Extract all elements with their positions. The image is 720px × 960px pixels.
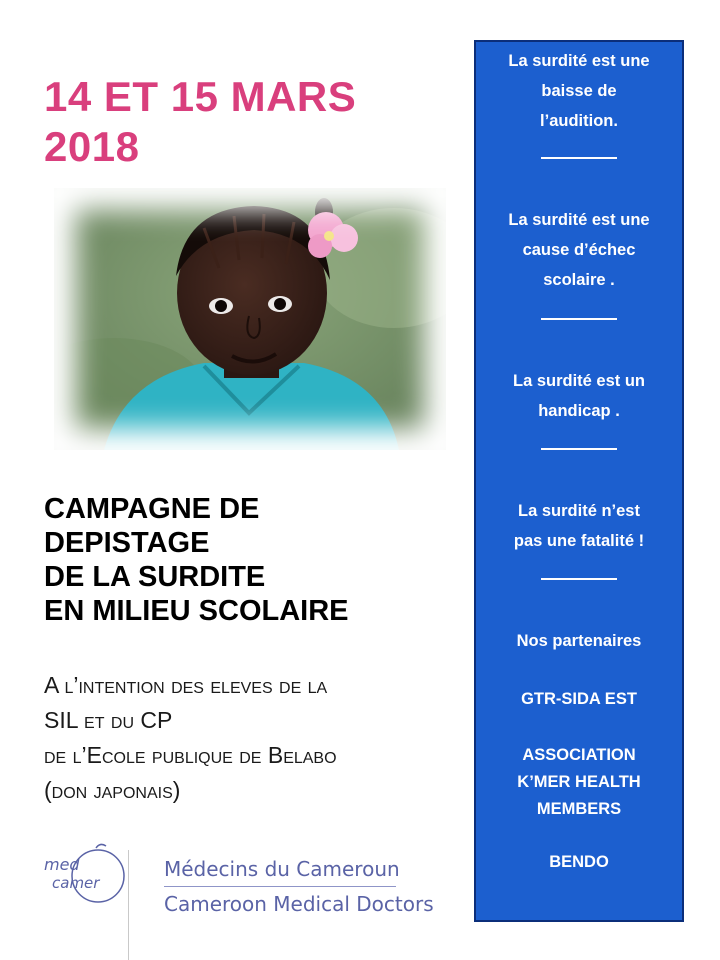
audience-line: A l’intention des eleves de la — [44, 672, 328, 698]
campaign-date — [44, 72, 444, 172]
fact-line: scolaire . — [543, 271, 615, 289]
fact-1 — [476, 46, 682, 136]
child-photo — [54, 188, 446, 450]
date-line: 14 ET 15 MARS — [44, 73, 357, 120]
fact-line: baisse de — [541, 82, 617, 100]
partner-line: GTR-SIDA EST — [521, 690, 637, 708]
campaign-line: DE LA SURDITE — [44, 561, 266, 593]
audience-line: (don japonais) — [44, 777, 181, 803]
org-name-en: Cameroon Medical Doctors — [164, 892, 434, 916]
fact-2 — [476, 205, 682, 295]
partners-title: Nos partenaires — [516, 632, 642, 650]
fact-line: cause d’échec — [522, 241, 636, 259]
fact-3 — [476, 366, 682, 426]
partner-2 — [476, 742, 682, 823]
separator — [541, 578, 617, 580]
audience-line: de l’Ecole publique de Belabo — [44, 742, 337, 768]
campaign-line: EN MILIEU SCOLAIRE — [44, 595, 349, 627]
facts-sidebar — [474, 40, 684, 922]
partner-line: K’MER HEALTH — [517, 773, 641, 791]
fact-line: La surdité est une — [508, 211, 650, 229]
logo-icon — [40, 840, 132, 910]
audience-line: SIL et du CP — [44, 707, 173, 733]
fact-line: La surdité est une — [508, 52, 650, 70]
campaign-title — [44, 492, 454, 628]
partner-3 — [476, 847, 682, 877]
fact-4 — [476, 496, 682, 556]
fact-line: pas une fatalité ! — [513, 532, 645, 550]
date-line: 2018 — [44, 123, 140, 170]
separator — [541, 157, 617, 159]
partner-line: MEMBERS — [536, 800, 622, 818]
photo-vignette — [54, 188, 446, 450]
logo-divider — [128, 850, 129, 960]
medcamer-logo — [40, 840, 132, 910]
audience-text — [44, 668, 464, 808]
partner-line: ASSOCIATION — [522, 746, 636, 764]
partner-1 — [476, 684, 682, 714]
partner-line: BENDO — [549, 853, 609, 871]
fact-line: l’audition. — [540, 112, 618, 130]
fact-line: La surdité est un — [512, 372, 646, 390]
org-rule — [164, 886, 396, 887]
fact-line: handicap . — [538, 402, 620, 420]
separator — [541, 448, 617, 450]
campaign-line: CAMPAGNE DE — [44, 493, 260, 525]
organization-name — [164, 856, 434, 918]
campaign-line: DEPISTAGE — [44, 527, 210, 559]
separator — [541, 318, 617, 320]
logo-text-top: med — [44, 855, 80, 874]
org-name-fr: Médecins du Cameroun — [164, 857, 400, 881]
fact-line: La surdité n’est — [518, 502, 640, 520]
logo-text-bottom: camer — [52, 874, 100, 892]
